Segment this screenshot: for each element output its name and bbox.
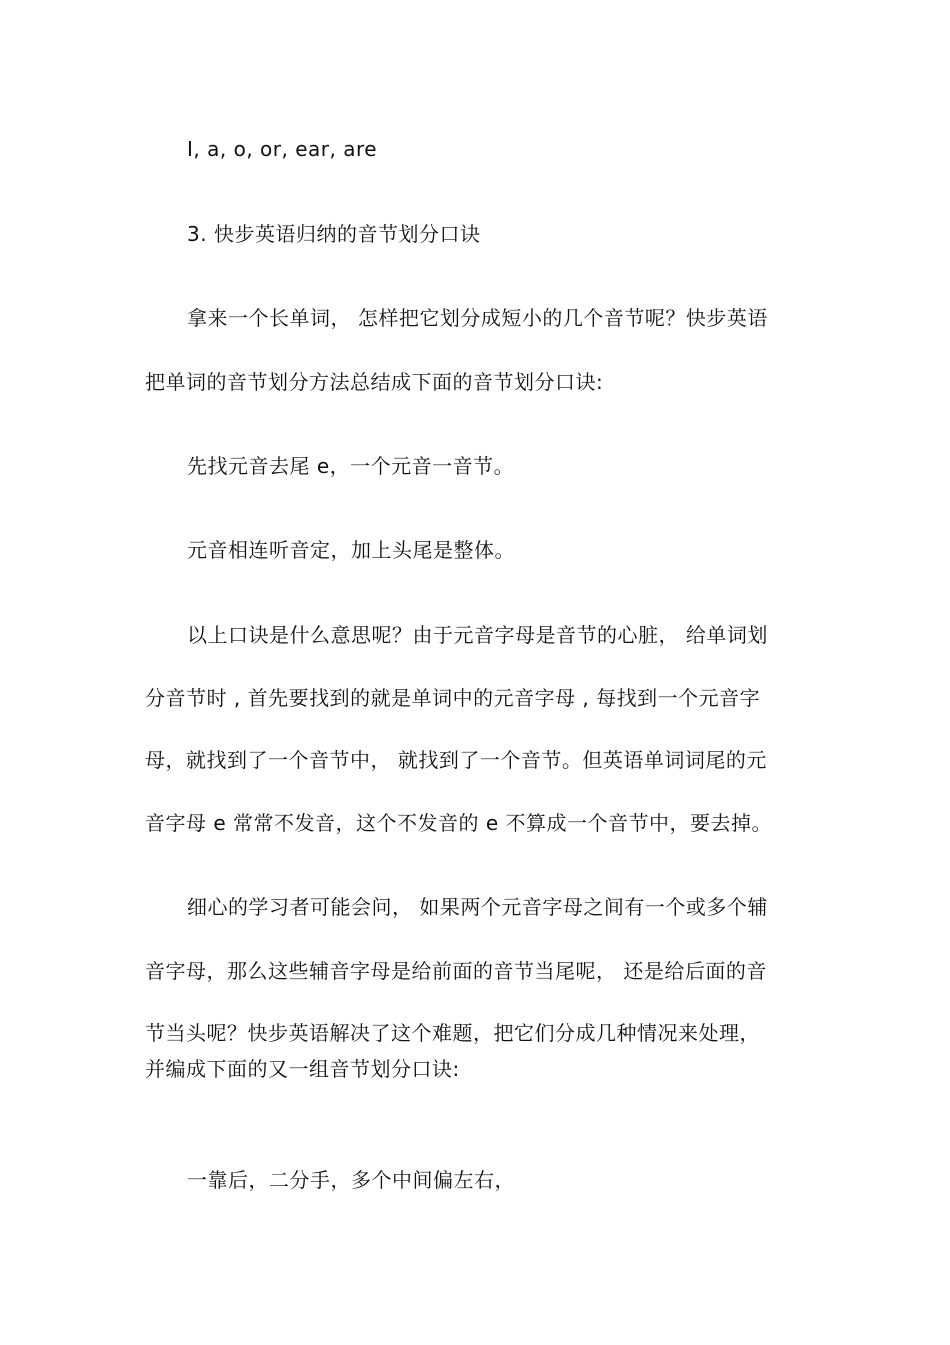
paragraph-line: 以上口诀是什么意思呢？由于元音字母是音节的心脏， 给单词划 xyxy=(187,623,768,647)
section-heading: 3. 快步英语归纳的音节划分口诀 xyxy=(187,222,481,246)
paragraph-line: 节当头呢？快步英语解决了这个难题，把它们分成几种情况来处理， xyxy=(145,1021,760,1045)
paragraph-line: 把单词的音节划分方法总结成下面的音节划分口诀: xyxy=(145,370,604,394)
paragraph-line: 细心的学习者可能会问， 如果两个元音字母之间有一个或多个辅 xyxy=(187,895,768,919)
paragraph-line: 音字母 e 常常不发音，这个不发音的 e 不算成一个音节中，要去掉。 xyxy=(145,811,773,835)
paragraph-line: 音字母，那么这些辅音字母是给前面的音节当尾呢， 还是给后面的音 xyxy=(145,959,767,983)
paragraph-line: 拿来一个长单词， 怎样把它划分成短小的几个音节呢？快步英语 xyxy=(187,306,768,330)
paragraph-line: 母，就找到了一个音节中， 就找到了一个音节。但英语单词词尾的元 xyxy=(145,748,767,772)
vowel-list-line: I, a, o, or, ear, are xyxy=(187,137,378,161)
paragraph-line: 并编成下面的又一组音节划分口诀: xyxy=(145,1057,460,1081)
rhyme-line: 元音相连听音定，加上头尾是整体。 xyxy=(187,538,515,562)
paragraph-line: 分音节时 , 首先要找到的就是单词中的元音字母 , 每找到一个元音字 xyxy=(145,686,761,710)
rhyme-line: 一靠后，二分手，多个中间偏左右， xyxy=(187,1168,515,1192)
rhyme-line: 先找元音去尾 e，一个元音一音节。 xyxy=(187,454,515,478)
